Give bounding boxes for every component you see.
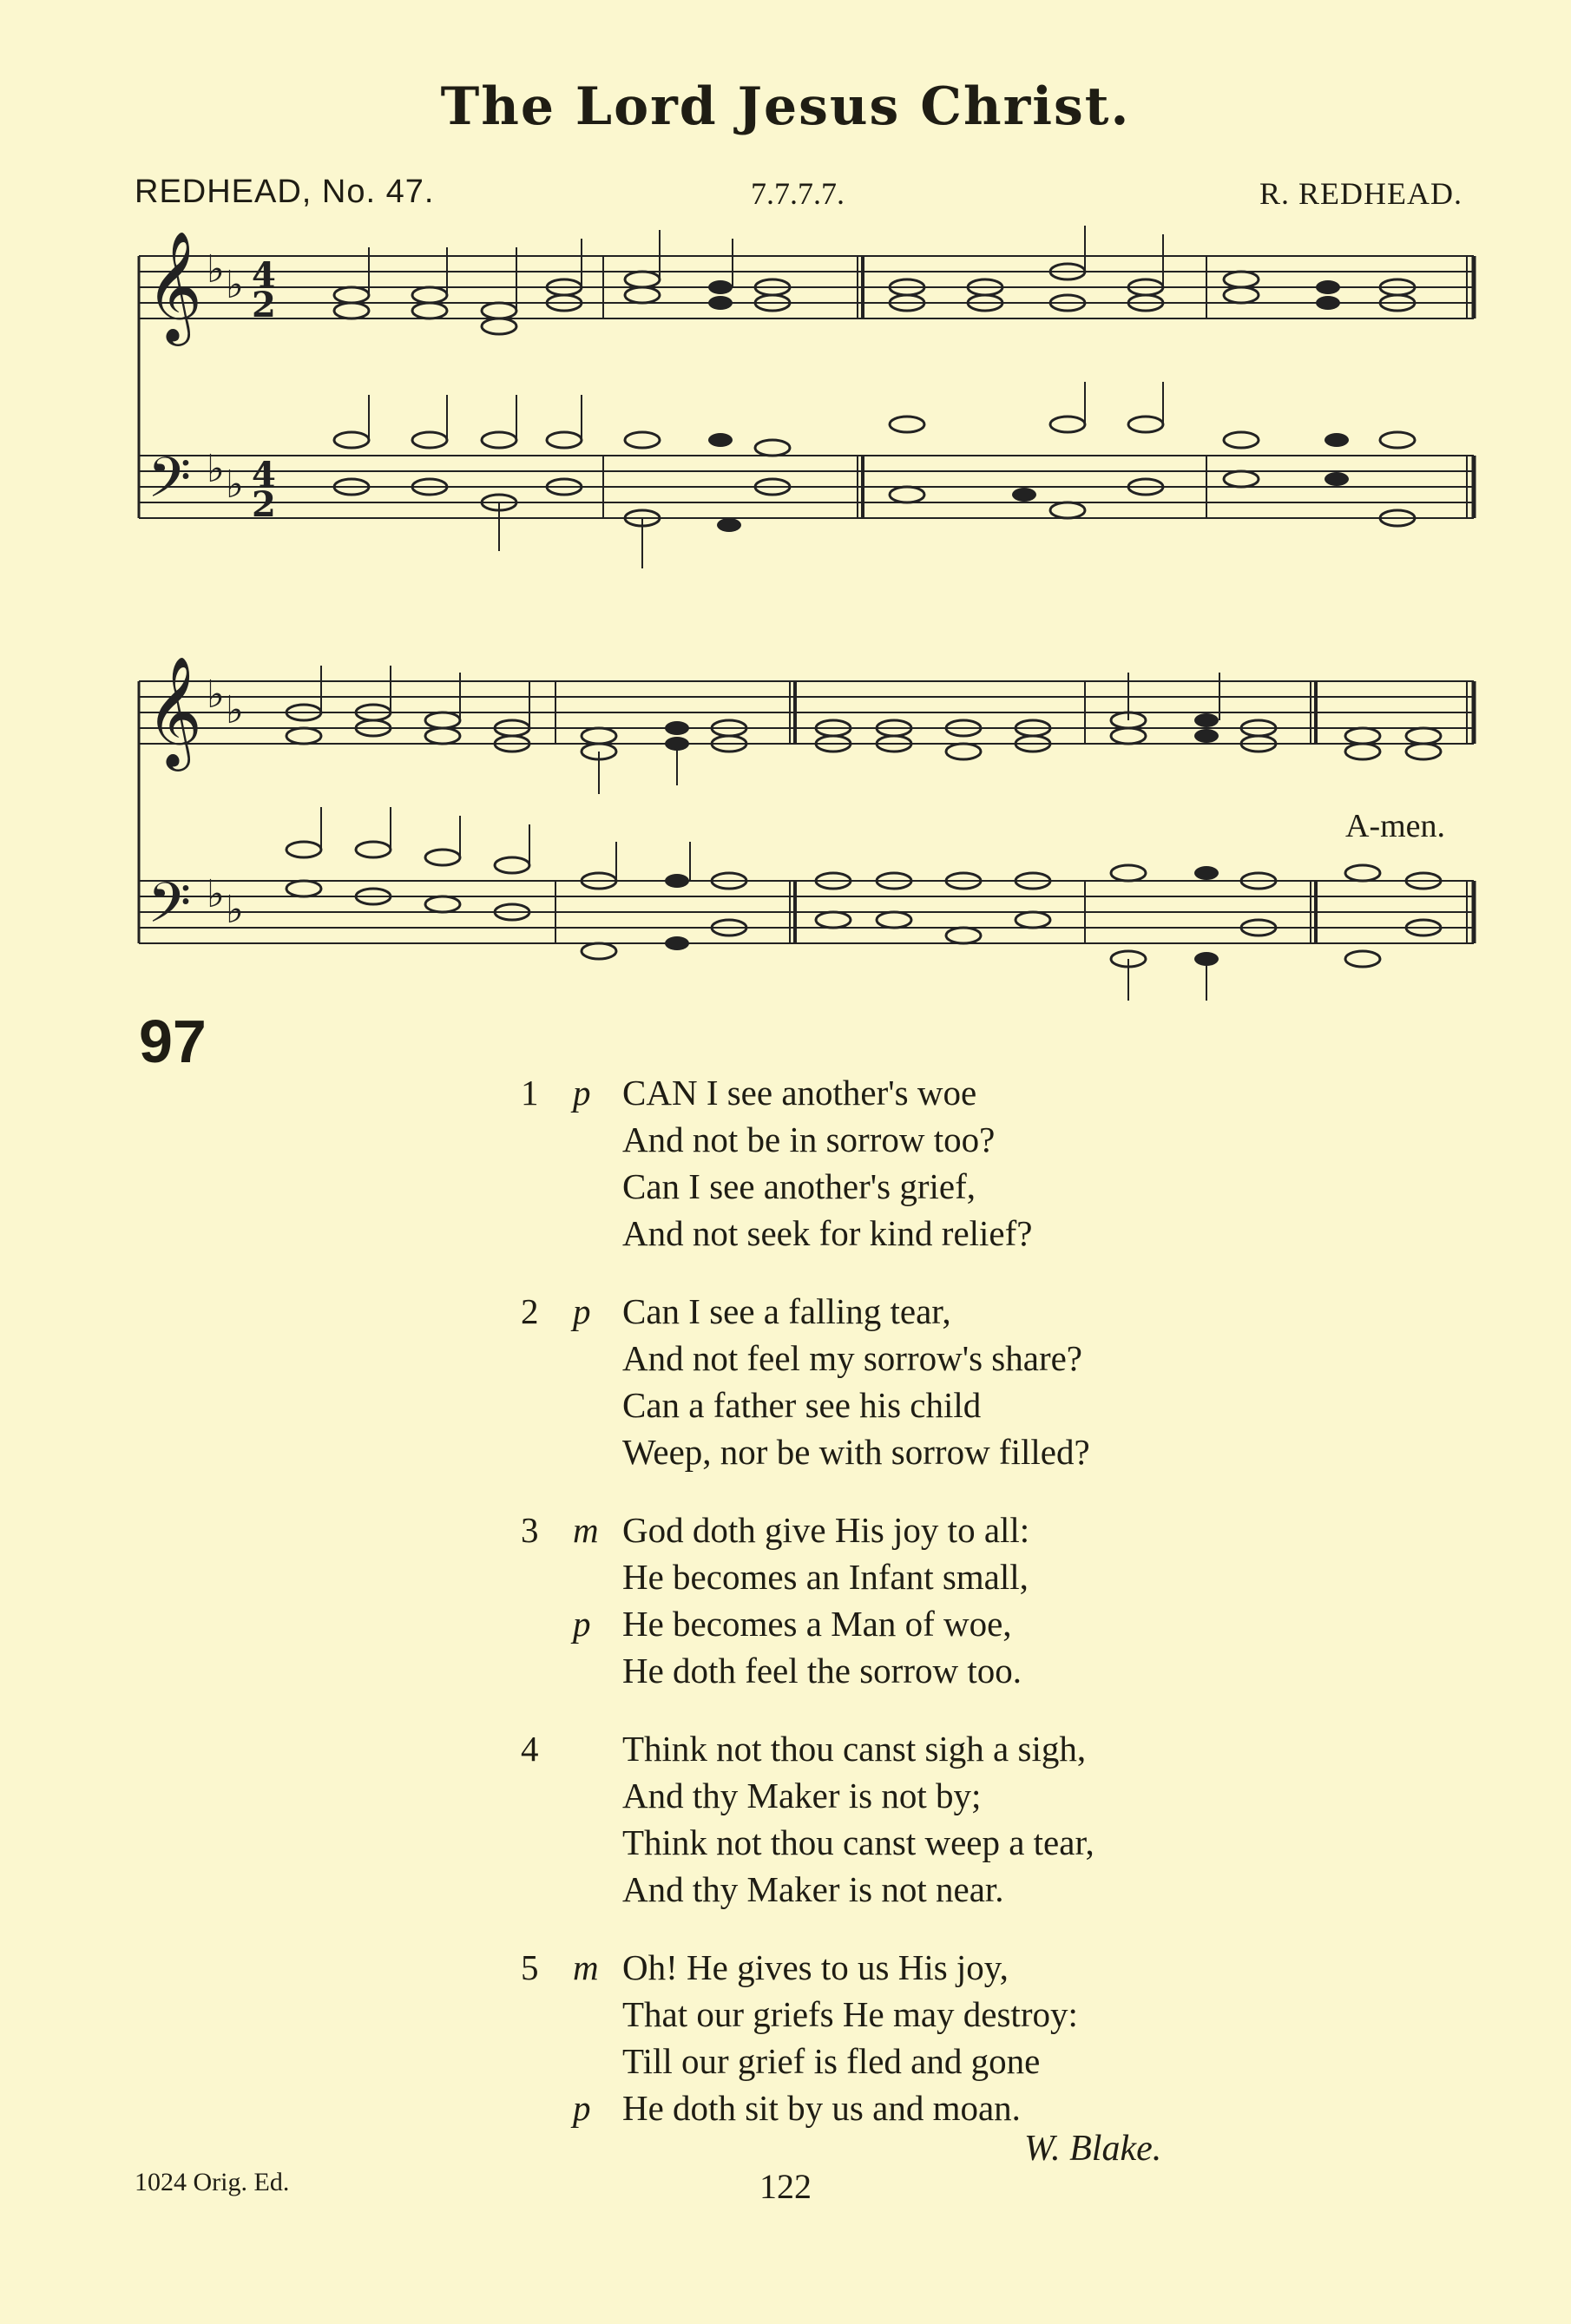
- verse-line: Think not thou canst weep a tear,: [622, 1822, 1094, 1862]
- svg-text:𝄢: 𝄢: [148, 446, 192, 524]
- verse-number: 5: [521, 1947, 539, 1987]
- svg-text:♭: ♭: [207, 872, 225, 916]
- author-credit: W. Blake.: [1024, 2129, 1162, 2169]
- verse-3: [521, 1507, 1389, 1694]
- svg-text:𝄞: 𝄞: [146, 230, 203, 341]
- svg-text:𝄞: 𝄞: [146, 655, 203, 766]
- music-system-2: [130, 647, 1484, 1011]
- verse-number: 4: [521, 1729, 539, 1769]
- svg-text:4: 4: [252, 455, 276, 496]
- verse-line: Can a father see his child: [622, 1385, 982, 1425]
- svg-text:♭: ♭: [226, 688, 244, 732]
- verse-line: Weep, nor be with sorrow filled?: [622, 1432, 1090, 1472]
- verse-4: [521, 1725, 1389, 1913]
- dynamic-mark: m: [573, 1510, 599, 1550]
- verse-line: Think not thou canst sigh a sigh,: [622, 1729, 1087, 1769]
- verse-line: And thy Maker is not by;: [622, 1776, 982, 1815]
- verse-line: He doth feel the sorrow too.: [622, 1651, 1022, 1690]
- verse-line: He becomes an Infant small,: [622, 1557, 1029, 1597]
- page-number: 122: [759, 2167, 812, 2206]
- music-system-1: [130, 221, 1484, 586]
- verse-line: He becomes a Man of woe,: [622, 1604, 1012, 1644]
- svg-text:𝄢: 𝄢: [148, 871, 192, 949]
- svg-text:2: 2: [252, 285, 276, 325]
- svg-text:♭: ♭: [226, 263, 244, 307]
- svg-text:♭: ♭: [207, 673, 225, 717]
- svg-text:2: 2: [252, 484, 276, 525]
- svg-text:4: 4: [252, 255, 276, 296]
- verse-number: 1: [521, 1073, 539, 1113]
- dynamic-mark: p: [573, 1291, 591, 1331]
- verse-line: He doth sit by us and moan.: [622, 2088, 1021, 2128]
- verse-number: 3: [521, 1510, 539, 1550]
- verse-line: Can I see a falling tear,: [622, 1291, 951, 1331]
- amen-label: A-men.: [1345, 808, 1446, 844]
- tune-name: REDHEAD, No. 47.: [135, 174, 435, 210]
- verse-1: [521, 1069, 1389, 1257]
- svg-text:♭: ♭: [207, 247, 225, 292]
- verse-line: Oh! He gives to us His joy,: [622, 1947, 1009, 1987]
- dynamic-mark: p: [573, 1073, 591, 1113]
- verse-number: 2: [521, 1291, 539, 1331]
- hymn-number: 97: [139, 1008, 207, 1075]
- hymn-verses: [521, 1069, 1389, 2163]
- tune-info: [135, 174, 1463, 226]
- verse-line: Can I see another's grief,: [622, 1166, 976, 1206]
- verse-line: That our griefs He may destroy:: [622, 1994, 1078, 2034]
- dynamic-mark: p: [573, 2088, 591, 2128]
- verse-5: [521, 1944, 1389, 2131]
- dynamic-mark: p: [573, 1604, 591, 1644]
- verse-line: And not feel my sorrow's share?: [622, 1338, 1082, 1378]
- svg-text:♭: ♭: [226, 463, 244, 507]
- verse-2: [521, 1288, 1389, 1475]
- verse-line: God doth give His joy to all:: [622, 1510, 1030, 1550]
- verse-line: CAN I see another's woe: [622, 1073, 977, 1113]
- tune-composer: R. REDHEAD.: [1259, 176, 1463, 211]
- svg-text:♭: ♭: [207, 447, 225, 491]
- edition-note: 1024 Orig. Ed.: [135, 2168, 290, 2196]
- verse-line: And not seek for kind relief?: [622, 1213, 1033, 1253]
- svg-text:♭: ♭: [226, 888, 244, 932]
- verse-line: And not be in sorrow too?: [622, 1119, 996, 1159]
- verse-line: And thy Maker is not near.: [622, 1869, 1004, 1909]
- verse-line: Till our grief is fled and gone: [622, 2041, 1041, 2081]
- section-heading: The Lord Jesus Christ.: [440, 76, 1131, 137]
- dynamic-mark: m: [573, 1947, 599, 1987]
- tune-meter: 7.7.7.7.: [751, 176, 845, 211]
